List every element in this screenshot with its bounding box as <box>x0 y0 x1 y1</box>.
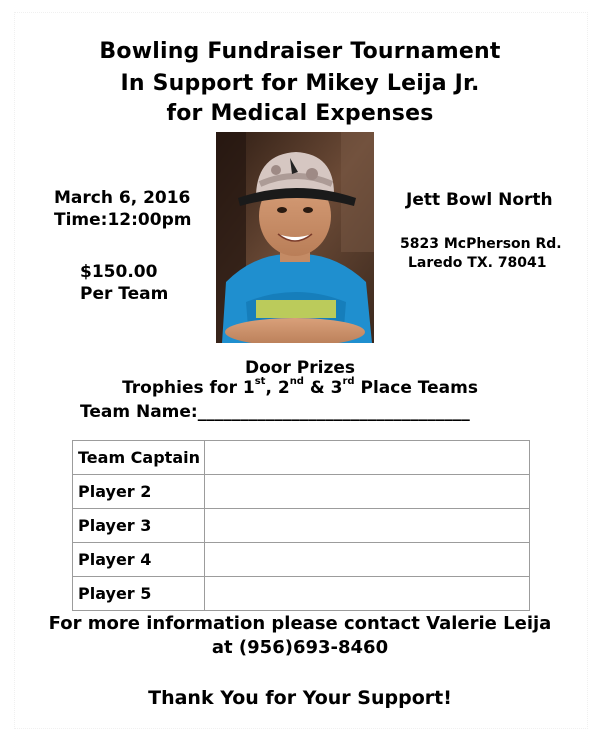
roster-label: Player 5 <box>73 577 205 611</box>
table-row <box>73 543 530 577</box>
roster-label: Player 4 <box>73 543 205 577</box>
roster-label: Team Captain <box>73 441 205 475</box>
table-row <box>73 441 530 475</box>
event-price-unit: Per Team <box>80 284 169 304</box>
door-prizes: Door Prizes <box>245 358 355 378</box>
contact-line-1: For more information please contact Valerie Leija <box>48 613 552 634</box>
event-date: March 6, 2016 <box>54 188 191 208</box>
venue-street: 5823 McPherson Rd. <box>400 236 562 252</box>
event-price: $150.00 <box>80 262 158 282</box>
title-line-1: Bowling Fundraiser Tournament <box>99 39 501 64</box>
roster-entry-field[interactable] <box>205 543 530 577</box>
team-name-field[interactable]: Team Name:________________________________ <box>80 402 470 422</box>
title-line-3: for Medical Expenses <box>166 101 434 126</box>
title-line-2: In Support for Mikey Leija Jr. <box>120 71 480 96</box>
roster-entry-field[interactable] <box>205 475 530 509</box>
table-row <box>73 475 530 509</box>
roster-label: Player 3 <box>73 509 205 543</box>
venue-name: Jett Bowl North <box>406 190 553 210</box>
roster-label: Player 2 <box>73 475 205 509</box>
roster-entry-field[interactable] <box>205 441 530 475</box>
roster-table <box>72 440 530 611</box>
honoree-photo <box>216 132 374 343</box>
event-time: Time:12:00pm <box>54 210 192 230</box>
table-row <box>73 509 530 543</box>
roster-entry-field[interactable] <box>205 577 530 611</box>
table-row <box>73 577 530 611</box>
venue-city: Laredo TX. 78041 <box>408 255 547 271</box>
contact-line-2: at (956)693-8460 <box>211 637 389 658</box>
roster-entry-field[interactable] <box>205 509 530 543</box>
thank-you: Thank You for Your Support! <box>148 687 452 709</box>
trophies-line: Trophies for 1st, 2nd & 3rd Place Teams <box>122 376 478 398</box>
